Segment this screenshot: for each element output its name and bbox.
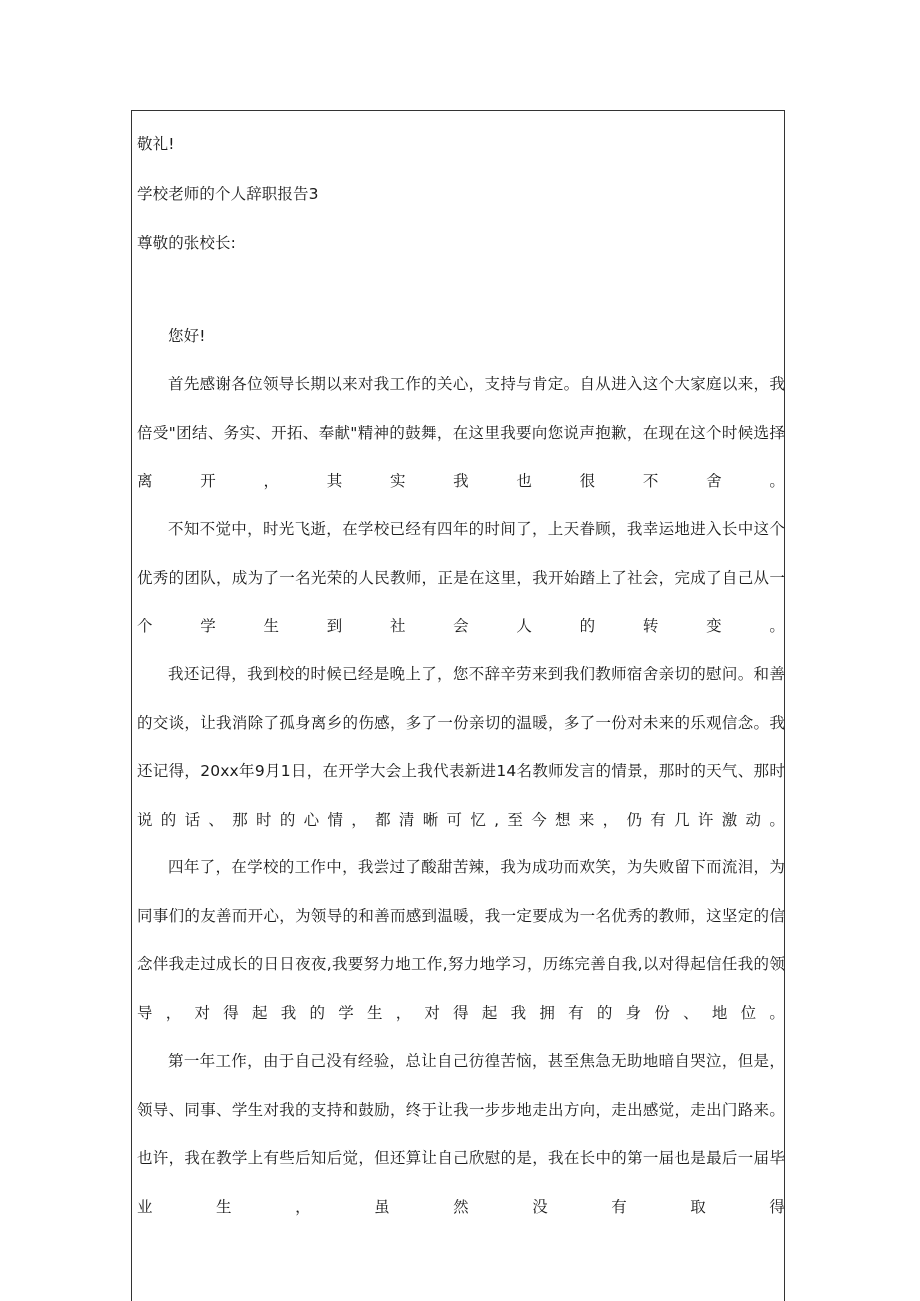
- paragraph-3: 我还记得，我到校的时候已经是晚上了，您不辞辛劳来到我们教师宿舍亲切的慰问。和善的交谈，让我消除了孤身离乡的伤感，多了一份亲切的温暖，多了一份对未来的乐观信念。我还记得，20xx年9月1日，在开学大会上我代表新进14名教师发言的情景，那时的天气、那时说的话、那时的心情，都清晰可忆,至今想来，仍有几许激动。: [137, 665, 785, 829]
- paragraph-4: 四年了，在学校的工作中，我尝过了酸甜苦辣，我为成功而欢笑，为失败留下而流泪，为同事们的友善而开心，为领导的和善而感到温暖，我一定要成为一名优秀的教师，这坚定的信念伴我走过成长的日日夜夜,我要努力地工作,努力地学习，历练完善自我,以对得起信任我的领导，对得起我的学生，对得起我拥有的身份、地位。: [137, 858, 785, 1022]
- section-title: 学校老师的个人辞职报告3: [137, 185, 319, 203]
- paragraph-5: 第一年工作，由于自己没有经验，总让自己彷徨苦恼，甚至焦急无助地暗自哭泣，但是，领导、同事、学生对我的支持和鼓励，终于让我一步步地走出方向，走出感觉，走出门路来。也许，我在教学上有些后知后觉，但还算让自己欣慰的是，我在长中的第一届也是最后一届毕业生，虽然没有取得: [137, 1052, 785, 1216]
- closing-line: 敬礼!: [137, 135, 175, 153]
- salutation: 尊敬的张校长:: [137, 234, 236, 252]
- paragraph-1: 首先感谢各位领导长期以来对我工作的关心，支持与肯定。自从进入这个大家庭以来，我倍受"团结、务实、开拓、奉献"精神的鼓舞，在这里我要向您说声抱歉，在现在这个时候选择离开，其实我也很不舍。: [137, 375, 785, 490]
- greeting: 您好!: [168, 327, 206, 345]
- paragraph-2: 不知不觉中，时光飞逝，在学校已经有四年的时间了，上天眷顾，我幸运地进入长中这个优秀的团队，成为了一名光荣的人民教师，正是在这里，我开始踏上了社会，完成了自己从一个学生到社会人的转变。: [137, 520, 785, 635]
